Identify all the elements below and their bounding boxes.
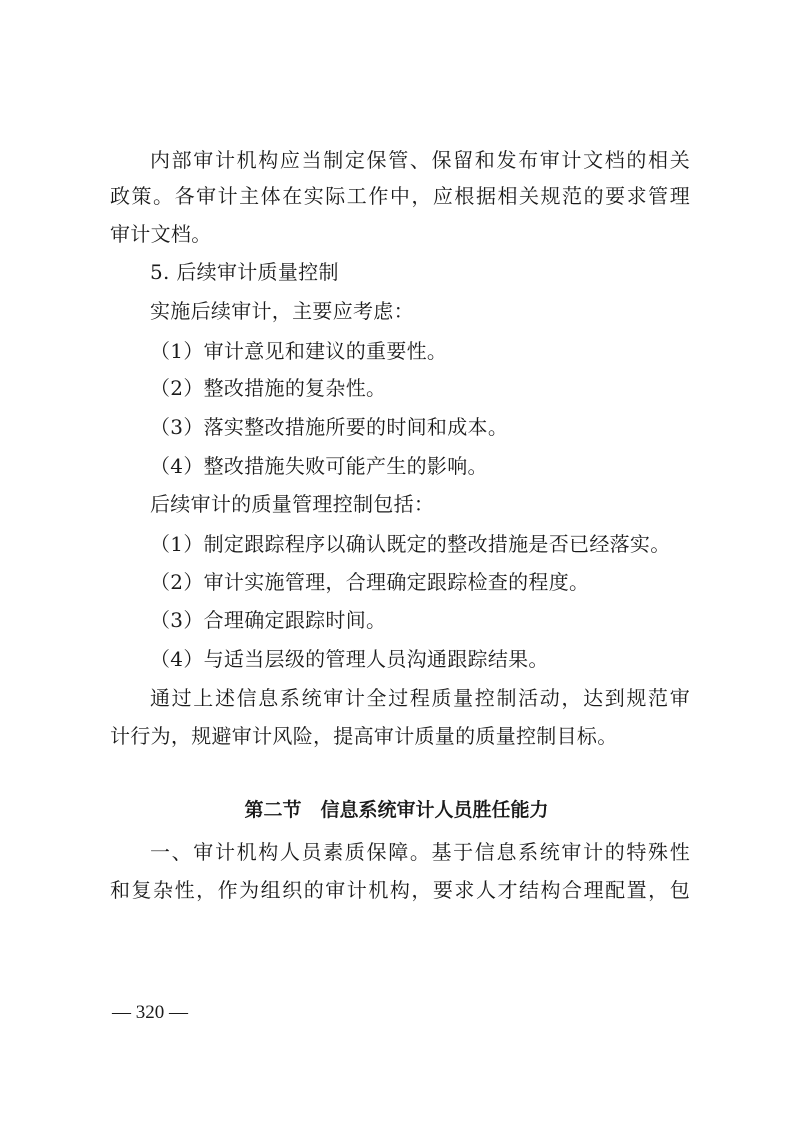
- list-item: （1）审计意见和建议的重要性。: [150, 339, 448, 363]
- paragraph-line: 计行为，规避审计风险，提高审计质量的质量控制目标。: [110, 724, 618, 748]
- paragraph-line: 通过上述信息系统审计全过程质量控制活动，达到规范审: [150, 686, 690, 710]
- list-item: （2）整改措施的复杂性。: [150, 376, 387, 400]
- list-item: （3）合理确定跟踪时间。: [150, 608, 387, 632]
- paragraph-line: 和复杂性，作为组织的审计机构，要求人才结构合理配置，包: [110, 878, 690, 902]
- list-item: （4）与适当层级的管理人员沟通跟踪结果。: [150, 647, 549, 671]
- list-item: （3）落实整改措施所要的时间和成本。: [150, 415, 509, 439]
- page-number: — 320 —: [112, 1002, 188, 1023]
- list-item: （4）整改措施失败可能产生的影响。: [150, 454, 488, 478]
- paragraph-line: 政策。各审计主体在实际工作中，应根据相关规范的要求管理: [110, 184, 690, 208]
- section-title: 第二节 信息系统审计人员胜任能力: [244, 799, 549, 821]
- paragraph-line: 内部审计机构应当制定保管、保留和发布审计文档的相关: [150, 148, 690, 172]
- paragraph-line: 后续审计的质量管理控制包括：: [150, 492, 435, 516]
- paragraph-line: 实施后续审计，主要应考虑：: [150, 299, 414, 323]
- paragraph-line: 审计文档。: [110, 222, 212, 246]
- list-item: （1）制定跟踪程序以确认既定的整改措施是否已经落实。: [150, 532, 671, 556]
- paragraph-line: 一、审计机构人员素质保障。基于信息系统审计的特殊性: [150, 840, 690, 864]
- subsection-heading: 5. 后续审计质量控制: [150, 260, 339, 284]
- list-item: （2）审计实施管理，合理确定跟踪检查的程度。: [150, 570, 590, 594]
